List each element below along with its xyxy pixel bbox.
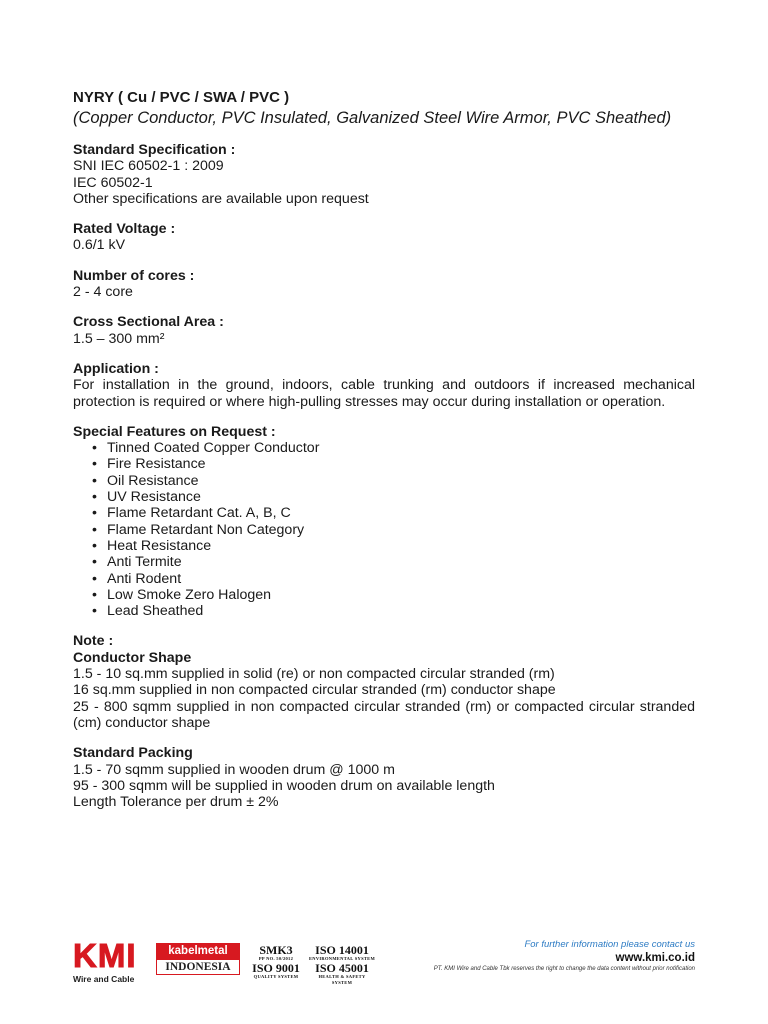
cores-value: 2 - 4 core [73,284,133,301]
standard-spec-line: SNI IEC 60502-1 : 2009 [73,158,224,175]
kmi-tagline: Wire and Cable [73,974,135,984]
note-line: 1.5 - 10 sq.mm supplied in solid (re) or non compacted circular stranded (rm) [73,666,555,683]
list-item: • Anti Termite [92,554,695,570]
packing-section [73,745,695,810]
packing-line: 1.5 - 70 sqmm supplied in wooden drum @ 1000 m [73,761,395,778]
list-item: • Oil Resistance [92,473,695,489]
packing-heading: Standard Packing [73,745,193,762]
special-features-heading: Special Features on Request : [73,423,276,440]
kmi-letter: I [126,937,135,974]
rated-voltage-heading: Rated Voltage : [73,221,176,238]
datasheet-body [73,88,695,824]
kmi-letter: M [97,937,125,974]
cert-title: SMK3 [259,943,293,957]
cert-badge-smk3-iso9001 [248,944,304,980]
note-section [73,633,695,731]
rated-voltage-section [73,221,695,254]
page-footer [0,935,768,985]
note-line: 25 - 800 sqmm supplied in non compacted circular stranded (rm) or compacted circular stranded (cm) conductor shape [73,698,695,731]
list-item: • UV Resistance [92,489,695,505]
cert-caption: HEALTH & SAFETY SYSTEM [318,974,366,985]
kabelmetal-country: INDONESIA [156,959,240,975]
contact-block [434,938,695,974]
note-heading: Note : [73,633,114,650]
product-title: NYRY ( Cu / PVC / SWA / PVC ) [73,89,290,106]
kabelmetal-name: kabelmetal [156,943,240,959]
cert-caption: QUALITY SYSTEM [253,974,299,979]
standard-spec-section [73,142,695,207]
application-heading: Application : [73,360,159,377]
cert-caption: ENVIRONMENTAL SYSTEM [308,956,376,961]
cross-section-heading: Cross Sectional Area : [73,314,224,331]
note-line: 16 sq.mm supplied in non compacted circular stranded (rm) conductor shape [73,682,556,699]
disclaimer: PT. KMI Wire and Cable Tbk reserves the right to change the data content without prior notification [433,966,695,972]
cert-title: ISO 14001 [315,943,369,957]
conductor-shape-heading: Conductor Shape [73,649,192,666]
standard-spec-line: IEC 60502-1 [73,174,153,191]
cert-title: ISO 45001 [315,961,369,975]
cross-section-value: 1.5 – 300 mm² [73,330,165,347]
cert-caption: PP NO. 50/2012 [258,956,294,961]
rated-voltage-value: 0.6/1 kV [73,237,126,254]
packing-line: 95 - 300 sqmm will be supplied in wooden drum on available length [73,777,495,794]
list-item: • Tinned Coated Copper Conductor [92,440,695,456]
standard-spec-heading: Standard Specification : [73,142,236,158]
list-item: • Heat Resistance [92,538,695,554]
list-item: • Lead Sheathed [92,603,695,619]
kmi-letter: K [73,937,96,974]
application-text: For installation in the ground, indoors, cable trunking and outdoors if increased mechanical protection is required or where high-pulling stresses may occur during installation or operation. [73,377,695,410]
kabelmetal-logo [156,943,240,975]
list-item: • Flame Retardant Cat. A, B, C [92,505,695,521]
packing-line: Length Tolerance per drum ± 2% [73,794,279,811]
application-section [73,361,695,410]
cores-section [73,268,695,301]
list-item: • Fire Resistance [92,456,695,472]
cross-section-section [73,314,695,347]
standard-spec-line: Other specifications are available upon request [73,190,369,207]
kmi-logo [73,937,149,985]
cert-badge-iso14001-iso45001 [308,944,376,986]
list-item: • Flame Retardant Non Category [92,522,695,538]
list-item: • Anti Rodent [92,571,695,587]
cores-heading: Number of cores : [73,267,195,284]
list-item: • Low Smoke Zero Halogen [92,587,695,603]
special-features-list [73,440,695,619]
cert-title: ISO 9001 [252,961,300,975]
special-features-section [73,424,695,620]
website-link[interactable]: www.kmi.co.id [615,952,695,964]
contact-lead: For further information please contact us [524,939,695,950]
product-subtitle: (Copper Conductor, PVC Insulated, Galvanized Steel Wire Armor, PVC Sheathed) [73,109,672,127]
